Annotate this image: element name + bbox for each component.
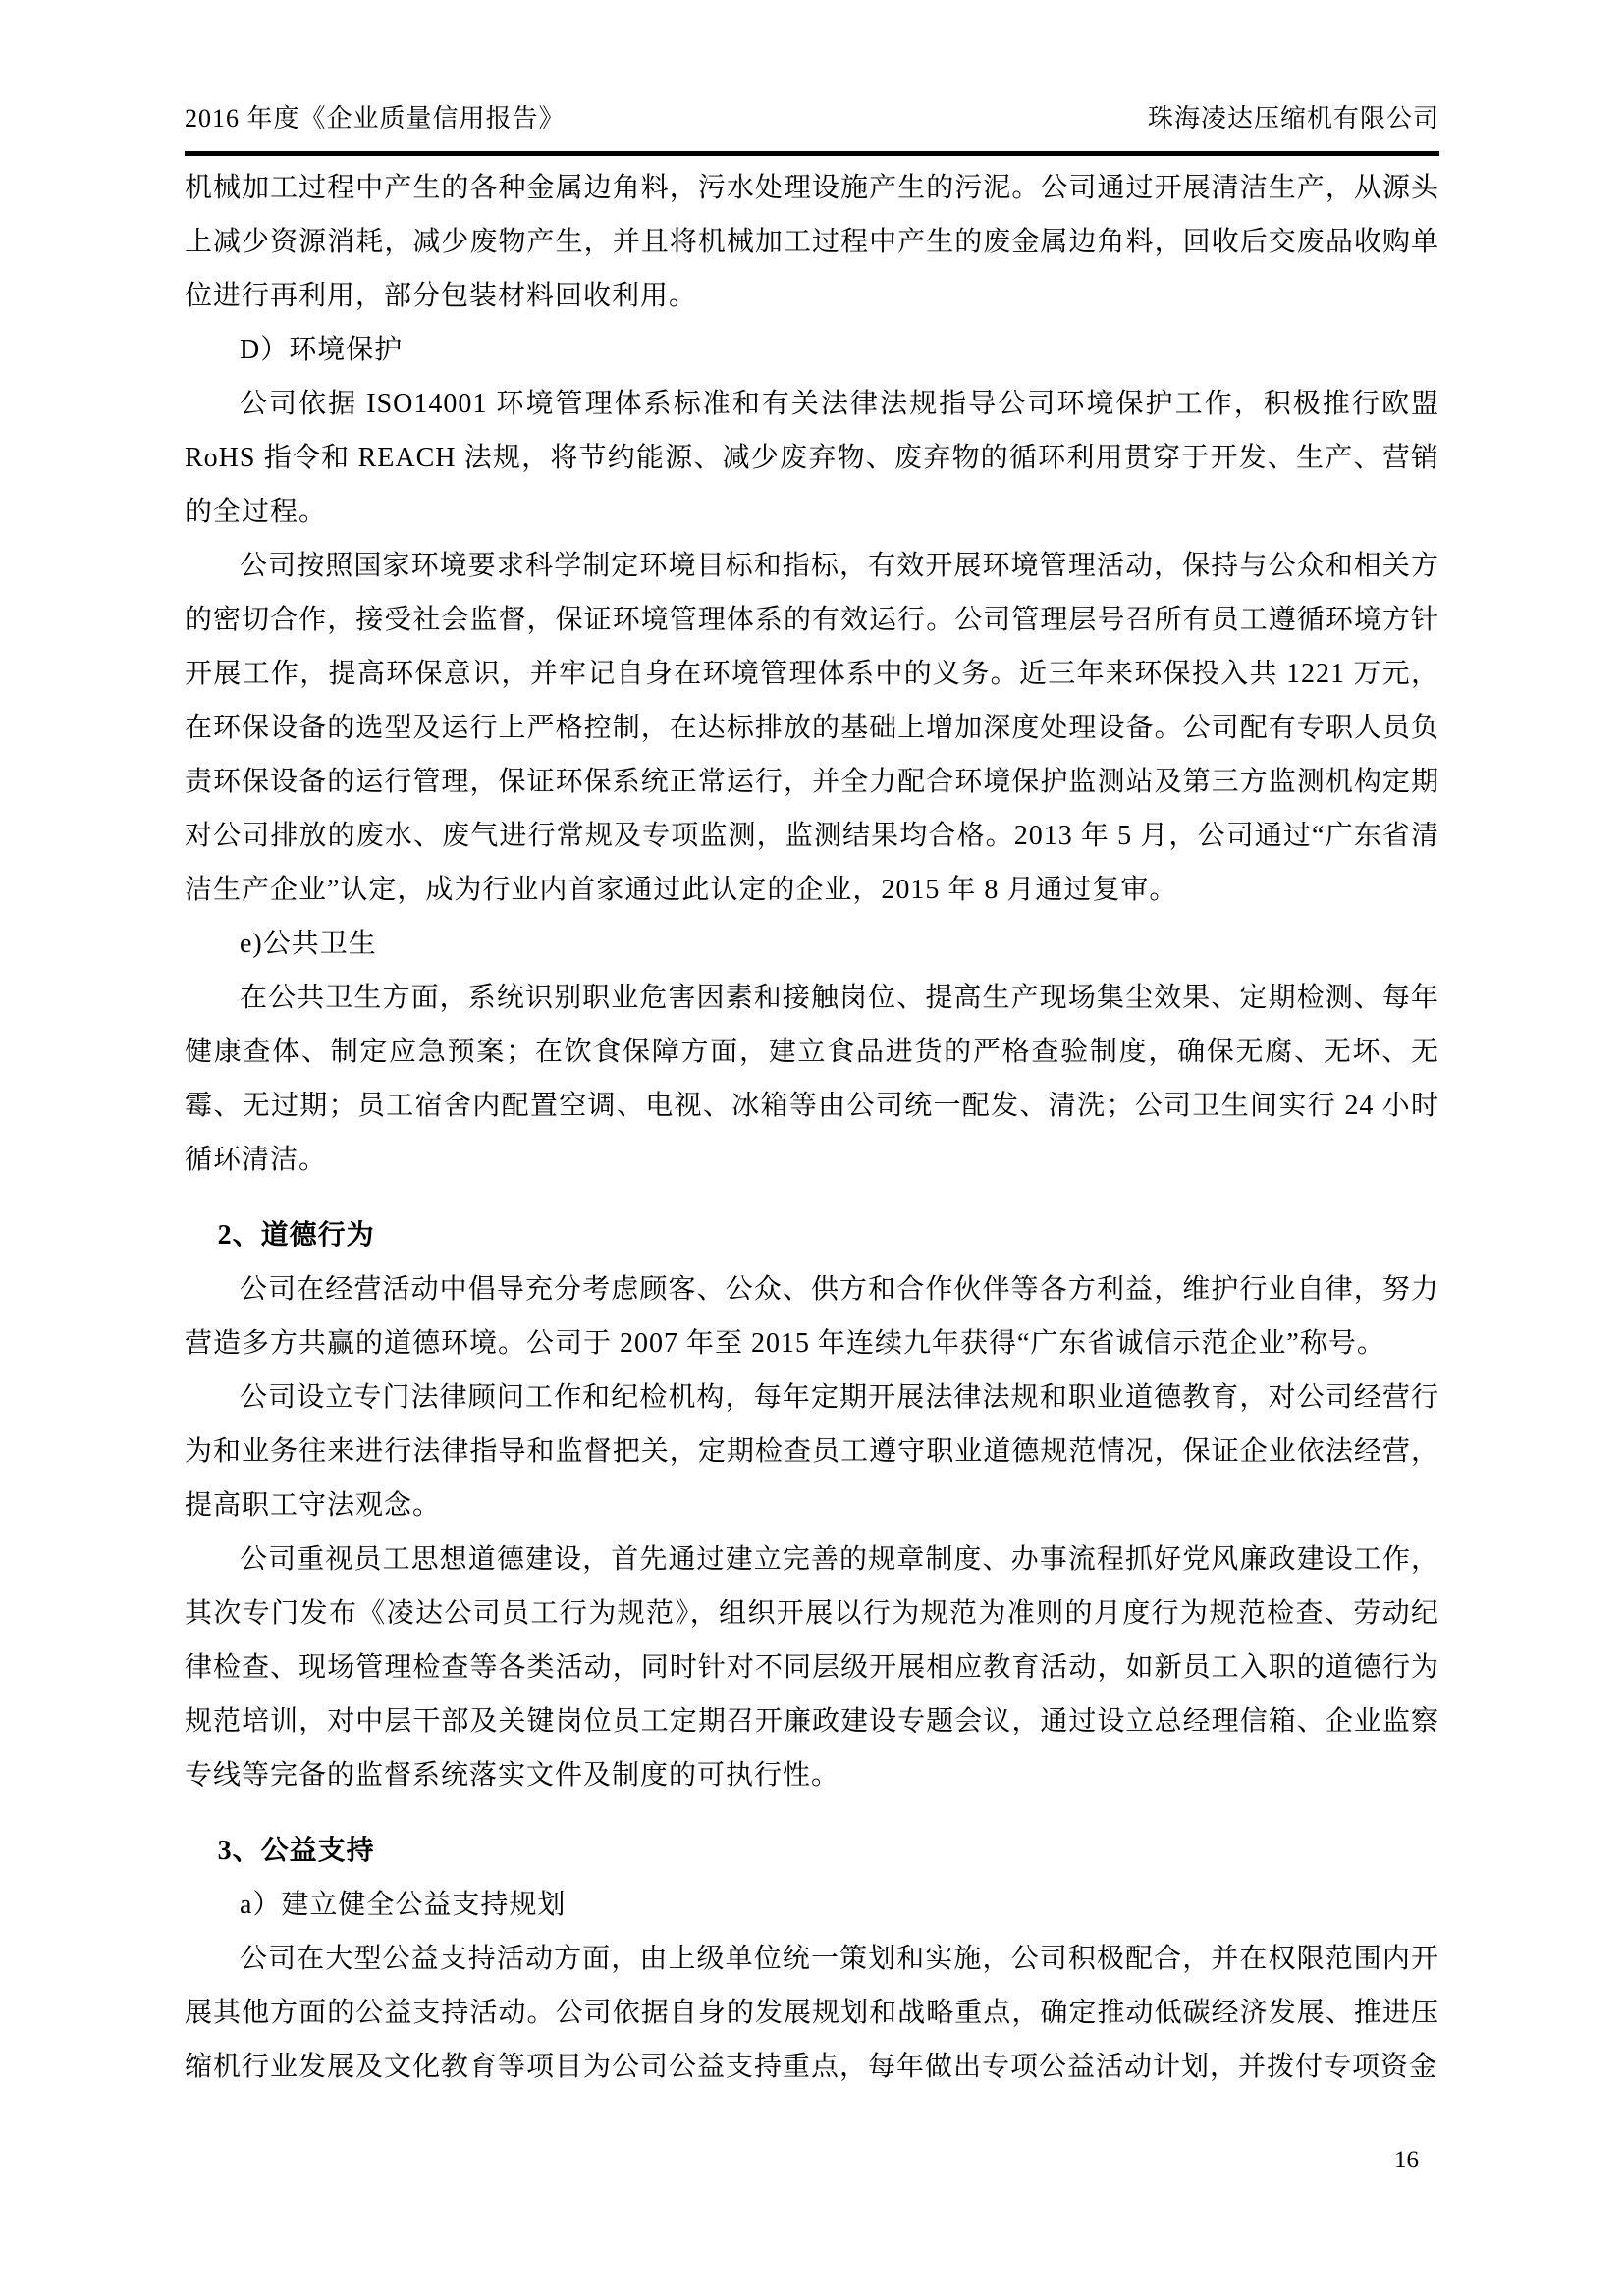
header-company-name: 珠海凌达压缩机有限公司 bbox=[1147, 104, 1439, 133]
paragraph-waste-recycling: 机械加工过程中产生的各种金属边角料，污水处理设施产生的污泥。公司通过开展清洁生产，从源头上减少资源消耗，减少废物产生，并且将机械加工过程中产生的废金属边角料，回收后交废品收购单位进行再利用，部分包装材料回收利用。 bbox=[185, 173, 1439, 311]
paragraph-environment-management: 公司按照国家环境要求科学制定环境目标和指标，有效开展环境管理活动，保持与公众和相关方的密切合作，接受社会监督，保证环境管理体系的有效运行。公司管理层号召所有员工遵循环境方针开展工作，提高环保意识，并牢记自身在环境管理体系中的义务。近三年来环保投入共 1221 万元，在环保设备的选型及运行上严格控制，在达标排放的基础上增加深度处理设备。公司配有专职人员负责环保设备的运行管理，保证环保系统正常运行，并全力配合环境保护监测站及第三方监测机构定期对公司排放的废水、废气进行常规及专项监测，监测结果均合格。2013 年 5 月，公司通过“广东省清洁生产企业”认定，成为行业内首家通过此认定的企业，2015 年 8 月通过复审。 bbox=[185, 551, 1439, 905]
subheading-public-health: e)公共卫生 bbox=[240, 929, 377, 959]
paragraph-moral-environment: 公司在经营活动中倡导充分考虑顾客、公众、供方和合作伙伴等各方利益，维护行业自律，努力营造多方共赢的道德环境。公司于 2007 年至 2015 年连续九年获得“广东省诚信示范企业”称号。 bbox=[185, 1274, 1439, 1359]
paragraph-legal-advisor: 公司设立专门法律顾问工作和纪检机构，每年定期开展法律法规和职业道德教育，对公司经营行为和业务往来进行法律指导和监督把关，定期检查员工遵守职业道德规范情况，保证企业依法经营，提高职工守法观念。 bbox=[185, 1382, 1439, 1521]
paragraph-public-health: 在公共卫生方面，系统识别职业危害因素和接触岗位、提高生产现场集尘效果、定期检测、每年健康查体、制定应急预案；在饮食保障方面，建立食品进货的严格查验制度，确保无腐、无坏、无霉、无过期；员工宿舍内配置空调、电视、冰箱等由公司统一配发、清洗；公司卫生间实行 24 小时循环清洁。 bbox=[185, 983, 1439, 1175]
page-header bbox=[185, 102, 1439, 156]
paragraph-welfare-activities: 公司在大型公益支持活动方面，由上级单位统一策划和实施，公司积极配合，并在权限范围内开展其他方面的公益支持活动。公司依据自身的发展规划和战略重点，确定推动低碳经济发展、推进压缩机行业发展及文化教育等项目为公司公益支持重点，每年做出专项公益活动计划，并拨付专项资金 bbox=[185, 1944, 1439, 2082]
page-number: 16 bbox=[1394, 2147, 1419, 2173]
paragraph-ideology-building: 公司重视员工思想道德建设，首先通过建立完善的规章制度、办事流程抓好党风廉政建设工作，其次专门发布《凌达公司员工行为规范》，组织开展以行为规范为准则的月度行为规范检查、劳动纪律检查、现场管理检查等各类活动，同时针对不同层级开展相应教育活动，如新员工入职的道德行为规范培训，对中层干部及关键岗位员工定期召开廉政建设专题会议，通过设立总经理信箱、企业监察专线等完备的监督系统落实文件及制度的可执行性。 bbox=[185, 1544, 1439, 1790]
document-body bbox=[185, 161, 1439, 2094]
heading-public-welfare: 3、公益支持 bbox=[217, 1836, 375, 1866]
subheading-welfare-planning: a）建立健全公益支持规划 bbox=[240, 1890, 567, 1920]
heading-moral-conduct: 2、道德行为 bbox=[217, 1220, 375, 1251]
subheading-environment-protection: D）环境保护 bbox=[240, 335, 404, 365]
header-report-title: 2016 年度《企业质量信用报告》 bbox=[185, 104, 566, 133]
paragraph-iso14001: 公司依据 ISO14001 环境管理体系标准和有关法律法规指导公司环境保护工作，积极推行欧盟 RoHS 指令和 REACH 法规，将节约能源、减少废弃物、废弃物的循环利用贯穿于开发、生产、营销的全过程。 bbox=[185, 389, 1439, 527]
